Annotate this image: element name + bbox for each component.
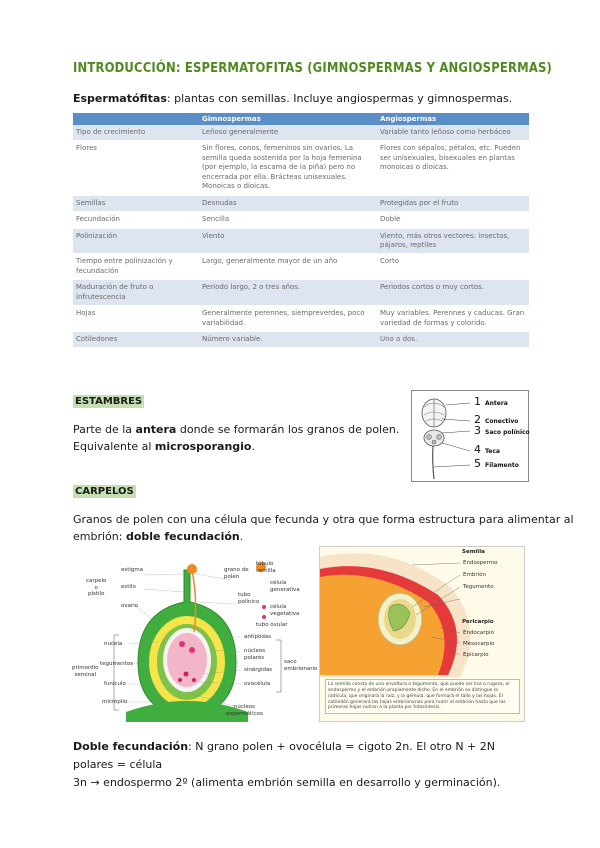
table-row [73,141,529,195]
pistil-figure [72,561,318,722]
table-cell: Viento, más otros vectores: insectos, pájaros, reptiles [377,228,529,254]
table-cell: Flores con sépalos, pétalos, etc. Pueden ser unisexuales, bisexuales en plantas monoicas o dioicas. [377,141,529,195]
stamen-label: 5 Filamento [474,457,519,470]
intro-paragraph [73,92,512,105]
estambres-term: microsporangio [154,440,252,453]
table-cell: Hojas [73,306,199,332]
seed-label: Pericarpio [462,619,494,625]
pistil-label: núcleos espermáticos [226,704,263,717]
doble-term: Doble fecundación [73,740,189,753]
pistil-label: estilo [121,584,136,590]
section-heading-estambres: ESTAMBRES [75,396,143,407]
table-row [73,306,529,332]
table-cell: Variable tanto leñoso como herbáceo [377,125,529,141]
carpelos-text: . [239,530,244,543]
table-cell: Uno o dos. [377,332,529,348]
table-cell: Desnudas [199,195,377,211]
table-row [73,195,529,211]
seed-label: Embrión [463,572,486,578]
pistil-label: saco embrionario [284,659,318,672]
doble-fecundacion-paragraph [73,738,533,792]
comparison-table [73,113,529,348]
section-heading-carpelos: CARPELOS [75,486,134,497]
carpelos-paragraph [73,511,574,545]
seed-label: Tegumento [463,584,494,590]
table-cell: Número variable. [199,332,377,348]
table-cell: Muy variables. Perennes y caducas. Gran variedad de formas y colorido. [377,306,529,332]
estambres-text: donde se formarán los granos de polen. [176,423,400,436]
table-cell: Sin flores, conos, femeninos sin ovarios. La semilla queda sostenida por la hoja femenina (por ejemplo, la escama de la piña) pero no encerrada por ella. Brácteas unisexuales. Monoicas o dioicas. [199,141,377,195]
pistil-label: nucela [104,641,123,647]
intro-text: : plantas con semillas. Incluye angiospermas y gimnospermas. [166,92,513,105]
stamen-label: 4 Teca [474,443,500,456]
carpelos-text: embrión: [73,530,126,543]
table-row [73,332,529,348]
seed-label: Epicarpio [463,652,489,658]
pistil-label: primordio seminal [72,665,99,678]
pistil-label: micrópilo [102,699,128,705]
table-cell: Generalmente perennes, siempreverdes, poco variabilidad. [199,306,377,332]
table-cell: Largo, generalmente mayor de un año [199,254,377,280]
table-row [73,212,529,228]
pistil-label: ovocélula [244,681,271,687]
table-header-row [73,113,529,125]
table-header-cell [73,113,199,125]
seed-label: Endospermo [463,560,498,566]
table-cell: Viento [199,228,377,254]
table-cell: Cotiledones [73,332,199,348]
seed-figure [319,546,525,722]
table-cell: Periodos cortos o muy cortos. [377,280,529,306]
pistil-label: tubo polínico [238,592,260,605]
table-cell: Leñoso generalmente [199,125,377,141]
pistil-label: túbulo semilla [256,561,276,574]
pistil-label: núcleos polares [244,648,266,661]
table-cell: Tiempo entre polinización y fecundación [73,254,199,280]
pistil-label: célula generativa [270,580,300,593]
estambres-text: Equivalente al [73,440,155,453]
seed-label: Mesocarpio [463,641,495,647]
table-cell: Polinización [73,228,199,254]
pistil-label: estigma [121,567,144,573]
estambres-paragraph [73,421,399,455]
table-cell: Tipo de crecimiento [73,125,199,141]
seed-caption: La semilla consta de una envoltura o tegumento, que puede ser lisa o rugosa, el endospermo y el embrión propiamente dicho. En el embrión se distingue la radícula, que originará la raíz, y la gémula, que formará el tallo y las hojas. El cotiledón generará las hojas embrionarias para nutrir al embrión hasta que las primeras hojas nutran a la planta por fotosíntesis. [325,679,520,714]
table-cell: Corto [377,254,529,280]
table-header-cell: Gimnospermas [199,113,377,125]
table-cell: Flores [73,141,199,195]
table-cell: Sencilla [199,212,377,228]
pistil-label: ovario [121,603,139,609]
table-row [73,228,529,254]
table-cell: Semillas [73,195,199,211]
pistil-label: tegumentos [100,661,134,667]
seed-label: Endocarpio [463,630,494,636]
table-cell: Fecundación [73,212,199,228]
pistil-label: carpelo o pistilo [86,578,107,598]
table-row [73,125,529,141]
stamen-label: 2 Conectivo [474,413,519,426]
doble-text: : N grano polen + ovocélula = cigoto 2n. El otro N + 2N polares = célula [73,740,495,771]
table-header-cell: Angiospermas [377,113,529,125]
table-cell: Maduración de fruto o infrutescencia [73,280,199,306]
doble-text: 3n → endospermo 2º (alimenta embrión semilla en desarrollo y germinación). [73,776,501,789]
table-cell: Periodo largo, 2 o tres años. [199,280,377,306]
estambres-term: antera [135,423,177,436]
pistil-label: sinérgidas [244,667,273,673]
stamen-label: 1 Antera [474,395,508,408]
intro-term: Espermatófitas [73,92,167,105]
table-row [73,254,529,280]
pistil-label: grano de polen [224,567,249,580]
seed-label: Semilla [462,549,485,555]
estambres-text: Parte de la [73,423,136,436]
estambres-text: . [251,440,255,453]
pistil-label: célula vegetativa [270,604,300,617]
carpelos-term: doble fecundación [125,530,240,543]
pistil-label: funículo [104,681,126,687]
carpelos-text: Granos de polen con una célula que fecunda y otra que forma estructura para alimentar al [73,513,574,526]
stamen-figure [411,390,529,482]
pistil-label: antípodas [244,634,272,640]
pistil-label: tubo ovular [256,622,288,628]
page-title: INTRODUCCIÓN: ESPERMATOFITAS (GIMNOSPERMAS Y ANGIOSPERMAS) [73,60,552,76]
table-cell: Doble [377,212,529,228]
table-cell: Protegidas por el fruto [377,195,529,211]
table-row [73,280,529,306]
stamen-label: 3 Saco polínico [474,424,530,437]
